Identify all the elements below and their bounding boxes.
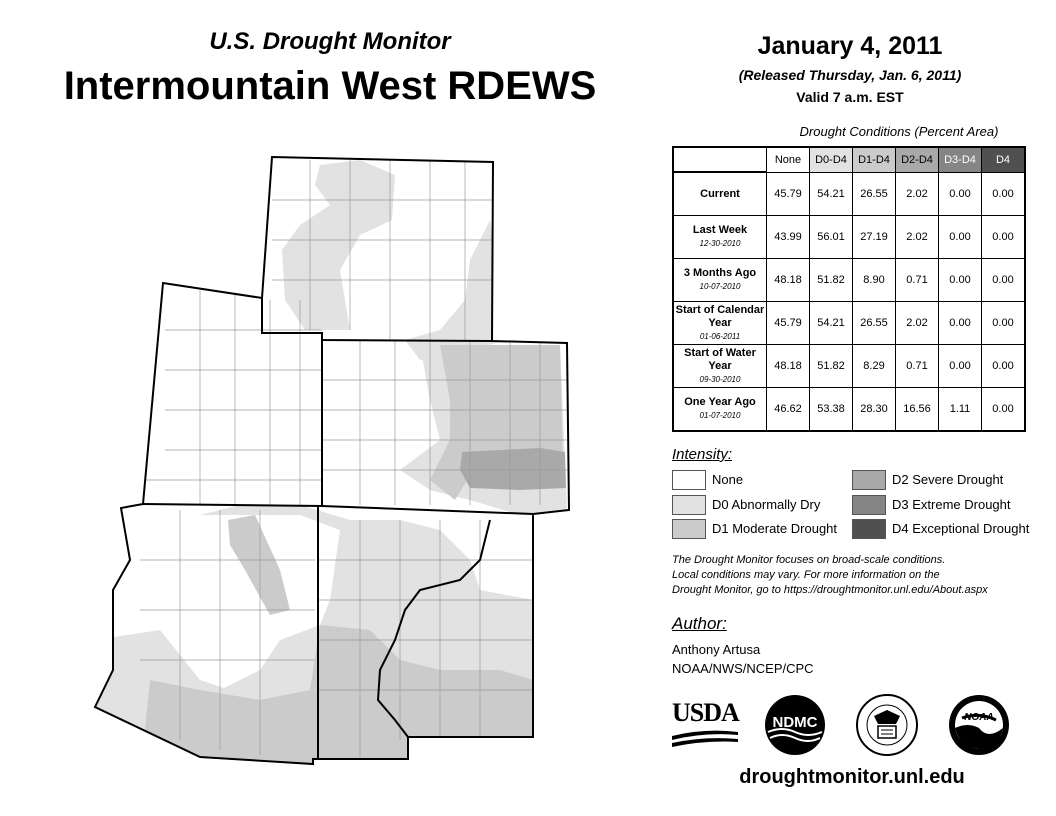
legend-label: D2 Severe Drought	[892, 472, 1004, 487]
table-cell: 0.00	[939, 172, 982, 216]
legend-title: Intensity:	[672, 446, 733, 463]
d2-area-colorado-southeast	[460, 448, 566, 490]
release-date: (Released Thursday, Jan. 6, 2011)	[738, 67, 962, 83]
table-cell: 0.71	[896, 345, 939, 388]
table-cell: 0.00	[982, 302, 1026, 345]
table-cell: 0.00	[982, 172, 1026, 216]
legend-label: D1 Moderate Drought	[712, 521, 838, 536]
table-cell: 0.00	[982, 259, 1026, 302]
table-cell: 0.00	[982, 345, 1026, 388]
row-date: 12-30-2010	[699, 239, 741, 248]
note-line: The Drought Monitor focuses on broad-scale conditions.	[672, 554, 946, 566]
map-date: January 4, 2011	[757, 32, 943, 60]
table-cell: 27.19	[853, 216, 896, 259]
note-line: Local conditions may vary. For more information on the	[672, 569, 940, 581]
commerce-seal-logo	[856, 694, 918, 756]
table-cell: 26.55	[853, 172, 896, 216]
column-header-d4: D4	[982, 147, 1026, 172]
legend-label: D4 Exceptional Drought	[892, 521, 1030, 536]
legend-swatch	[672, 470, 706, 490]
drought-conditions-table	[672, 146, 1026, 432]
author-heading: Author:	[672, 614, 727, 633]
table-header-row	[673, 147, 1025, 172]
row-label: Start of Calendar Year 01-06-2011	[673, 302, 767, 345]
ndmc-logo-text: NDMC	[772, 714, 818, 731]
table-row	[673, 302, 1025, 345]
table-row	[673, 216, 1025, 259]
commerce-seal-icon	[856, 694, 918, 756]
table-corner	[673, 147, 767, 172]
table-cell: 26.55	[853, 302, 896, 345]
column-header-d2-d4: D2-D4	[896, 147, 939, 172]
ndmc-logo	[764, 694, 826, 756]
row-label: 3 Months Ago 10-07-2010	[673, 259, 767, 302]
author-org: NOAA/NWS/NCEP/CPC	[672, 661, 814, 676]
legend-label: D3 Extreme Drought	[892, 497, 1011, 512]
table-cell: 0.00	[982, 216, 1026, 259]
row-date: 01-06-2011	[699, 331, 741, 341]
table-cell: 48.18	[767, 345, 810, 388]
table-cell: 8.90	[853, 259, 896, 302]
noaa-logo-text: NOAA	[964, 712, 994, 723]
table-cell: 8.29	[853, 345, 896, 388]
table-cell: 45.79	[767, 172, 810, 216]
table-cell: 0.00	[939, 259, 982, 302]
table-caption: Drought Conditions (Percent Area)	[799, 124, 999, 139]
table-cell: 51.82	[810, 345, 853, 388]
column-header-d3-d4: D3-D4	[939, 147, 982, 172]
map-title: Intermountain West RDEWS	[63, 64, 597, 108]
table-cell: 46.62	[767, 388, 810, 432]
noaa-logo	[948, 694, 1010, 756]
table-cell: 28.30	[853, 388, 896, 432]
row-date: 01-07-2010	[699, 411, 741, 420]
noaa-logo-circle	[948, 694, 1010, 756]
column-header-none: None	[767, 147, 810, 172]
table-cell: 0.71	[896, 259, 939, 302]
table-cell: 0.00	[939, 302, 982, 345]
footer-url[interactable]: droughtmonitor.unl.edu	[739, 766, 965, 788]
legend-swatch	[852, 470, 886, 490]
legend-swatch	[672, 495, 706, 515]
author-name: Anthony Artusa	[672, 642, 761, 657]
row-label: Current	[673, 172, 767, 216]
legend-label: None	[712, 472, 744, 487]
disclaimer-note	[672, 553, 1042, 598]
legend-swatch	[672, 519, 706, 539]
column-header-d0-d4: D0-D4	[810, 147, 853, 172]
table-cell: 2.02	[896, 172, 939, 216]
table-cell: 16.56	[896, 388, 939, 432]
table-cell: 2.02	[896, 216, 939, 259]
column-header-d1-d4: D1-D4	[853, 147, 896, 172]
table-row	[673, 388, 1025, 432]
table-cell: 54.21	[810, 302, 853, 345]
table-cell: 0.00	[939, 345, 982, 388]
row-label: Last Week 12-30-2010	[673, 216, 767, 259]
legend-swatch	[852, 495, 886, 515]
table-row	[673, 259, 1025, 302]
row-label: Start of Water Year 09-30-2010	[673, 345, 767, 388]
usda-logo-text: USDA	[672, 698, 739, 727]
table-cell: 51.82	[810, 259, 853, 302]
row-label: One Year Ago 01-07-2010	[673, 388, 767, 432]
table-cell: 54.21	[810, 172, 853, 216]
table-cell: 53.38	[810, 388, 853, 432]
table-cell: 56.01	[810, 216, 853, 259]
table-row	[673, 172, 1025, 216]
note-line: Drought Monitor, go to https://droughtmonitor.unl.edu/About.aspx	[672, 584, 988, 596]
table-cell: 48.18	[767, 259, 810, 302]
table-cell: 45.79	[767, 302, 810, 345]
map-subtitle: U.S. Drought Monitor	[209, 28, 451, 55]
table-row	[673, 345, 1025, 388]
table-cell: 2.02	[896, 302, 939, 345]
row-date: 09-30-2010	[699, 374, 741, 384]
table-cell: 43.99	[767, 216, 810, 259]
valid-time: Valid 7 a.m. EST	[796, 89, 904, 105]
table-cell: 1.11	[939, 388, 982, 432]
legend-label: D0 Abnormally Dry	[712, 497, 821, 512]
table-cell: 0.00	[939, 216, 982, 259]
usda-logo-swoosh	[672, 726, 738, 748]
usda-logo	[672, 700, 738, 748]
row-date: 10-07-2010	[699, 282, 741, 291]
legend-swatch	[852, 519, 886, 539]
table-cell: 0.00	[982, 388, 1026, 432]
